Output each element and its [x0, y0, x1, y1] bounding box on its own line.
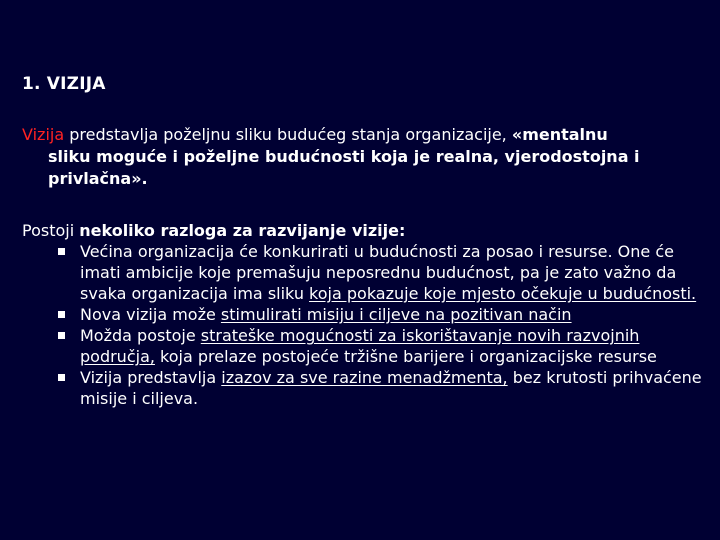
square-bullet-icon [58, 248, 65, 255]
vision-term: Vizija [22, 125, 65, 144]
item-underlined-text: koja pokazuje koje mjesto očekuje u budućnosti. [309, 284, 697, 303]
slide-title: 1. VIZIJA [22, 74, 106, 94]
reasons-section [22, 220, 712, 409]
reasons-intro-bold: nekoliko razloga za razvijanje vizije: [79, 221, 406, 240]
item-text-end: koja prelaze postojeće tržišne barijere i organizacijske resurse [154, 347, 657, 366]
definition-text: predstavlja poželjnu sliku budućeg stanja organizacije, [64, 125, 512, 144]
square-bullet-icon [58, 374, 65, 381]
item-text-end: bez krutosti prihvaćene misije i ciljeva. [80, 368, 702, 408]
vision-definition [22, 124, 702, 190]
item-text: Vizija predstavlja [80, 368, 222, 387]
item-underlined-text: stimulirati misiju i ciljeve na pozitivan način [220, 305, 572, 324]
reasons-intro: Postoji [22, 221, 80, 240]
item-text: Nova vizija može [80, 305, 221, 324]
definition-quote-rest: sliku moguće i poželjne budućnosti koja je realna, vjerodostojna i privlačna». [48, 147, 640, 188]
reasons-heading [22, 220, 712, 241]
item-underlined-text: izazov za sve razine menadžmenta, [221, 368, 508, 387]
item-text: Možda postoje [80, 326, 201, 345]
square-bullet-icon [58, 311, 65, 318]
square-bullet-icon [58, 332, 65, 339]
item-underlined-text: strateške mogućnosti za iskorištavanje novih razvojnih područja, [80, 326, 640, 366]
list-item [22, 367, 712, 409]
definition-quote-start: «mentalnu [511, 125, 608, 144]
list-item [22, 304, 712, 325]
reasons-list [22, 241, 712, 409]
list-item [22, 325, 712, 367]
item-text: Većina organizacija će konkurirati u budućnosti za posao i resurse. One će imati ambicije koje premašuju neposrednu budućnost, pa je zato važno da svaka organizacija ima sliku [80, 242, 677, 303]
list-item [22, 241, 712, 304]
